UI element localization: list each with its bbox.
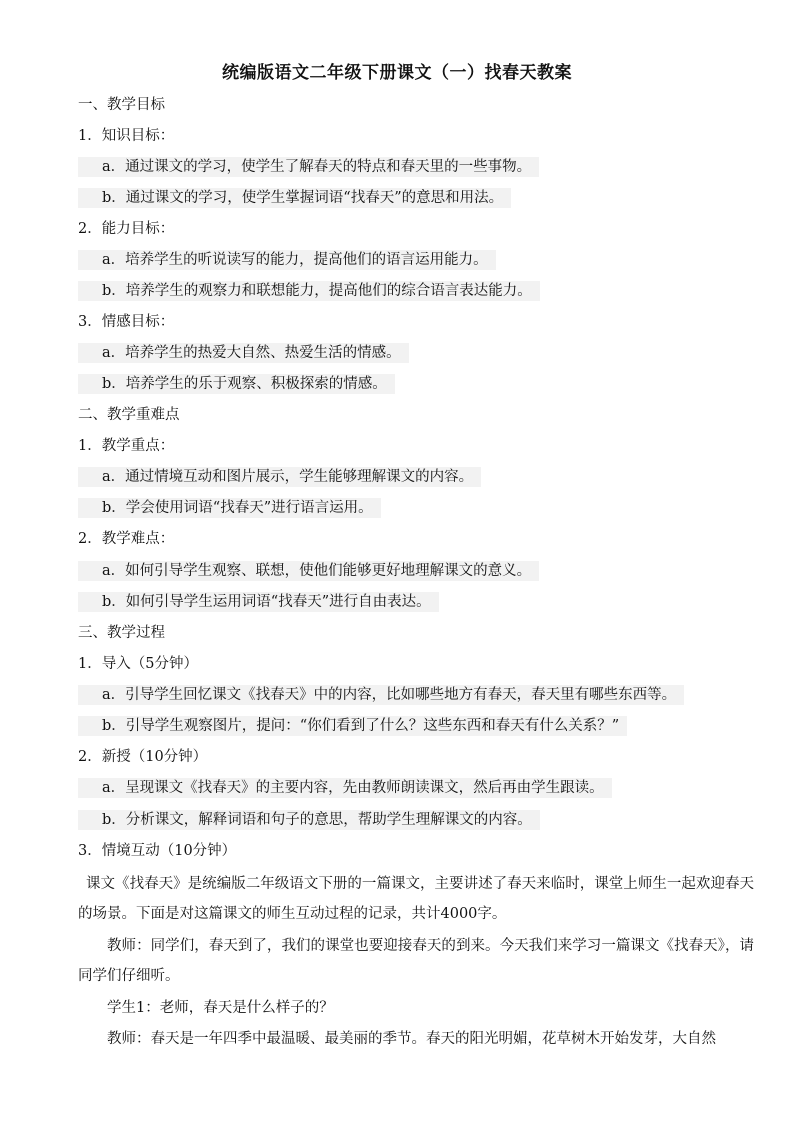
list-item: a．培养学生的听说读写的能力，提高他们的语言运用能力。 xyxy=(78,250,496,270)
list-item: b．引导学生观察图片，提问：“你们看到了什么？这些东西和春天有什么关系？” xyxy=(78,716,627,736)
list-item: b．培养学生的观察力和联想能力，提高他们的综合语言表达能力。 xyxy=(78,281,540,301)
document-title: 统编版语文二年级下册课文（一）找春天教案 xyxy=(222,63,572,83)
subheading-teaching-focus: 1．教学重点： xyxy=(78,438,175,454)
subheading-teaching-difficulty: 2．教学难点： xyxy=(78,531,175,547)
list-item: a．通过课文的学习，使学生了解春天的特点和春天里的一些事物。 xyxy=(78,157,539,177)
paragraph-teacher-1: 教师：同学们，春天到了，我们的课堂也要迎接春天的到来。今天我们来学习一篇课文《找春天》，请同学们仔细听。 xyxy=(78,938,754,984)
section-heading-teaching-process: 三、教学过程 xyxy=(78,625,165,641)
paragraph-teacher-2: 教师：春天是一年四季中最温暖、最美丽的季节。春天的阳光明媚，花草树木开始发芽，大自然 xyxy=(107,1031,716,1047)
subheading-emotion-goals: 3．情感目标： xyxy=(78,314,175,330)
list-item: a．呈现课文《找春天》的主要内容，先由教师朗读课文，然后再由学生跟读。 xyxy=(78,778,612,798)
list-item: b．如何引导学生运用词语“找春天”进行自由表达。 xyxy=(78,592,439,612)
section-heading-key-points: 二、教学重难点 xyxy=(78,407,180,423)
subheading-introduction: 1．导入（5分钟） xyxy=(78,656,198,672)
list-item: a．培养学生的热爱大自然、热爱生活的情感。 xyxy=(78,343,409,363)
list-item: b．通过课文的学习，使学生掌握词语“找春天”的意思和用法。 xyxy=(78,188,511,208)
subheading-ability-goals: 2．能力目标： xyxy=(78,221,175,237)
list-item: b．培养学生的乐于观察、积极探索的情感。 xyxy=(78,374,395,394)
section-heading-teaching-goals: 一、教学目标 xyxy=(78,97,165,113)
list-item: a．引导学生回忆课文《找春天》中的内容，比如哪些地方有春天，春天里有哪些东西等。 xyxy=(78,685,684,705)
list-item: b．学会使用词语“找春天”进行语言运用。 xyxy=(78,498,381,518)
list-item: a．通过情境互动和图片展示，学生能够理解课文的内容。 xyxy=(78,467,481,487)
subheading-knowledge-goals: 1．知识目标： xyxy=(78,128,175,144)
paragraph-intro: 课文《找春天》是统编版二年级语文下册的一篇课文，主要讲述了春天来临时，课堂上师生一起欢迎春天的场景。下面是对这篇课文的师生互动过程的记录，共计4000字。 xyxy=(78,876,754,922)
list-item: a．如何引导学生观察、联想，使他们能够更好地理解课文的意义。 xyxy=(78,561,539,581)
subheading-situational-interaction: 3．情境互动（10分钟） xyxy=(78,843,237,859)
subheading-new-lesson: 2．新授（10分钟） xyxy=(78,749,208,765)
list-item: b．分析课文，解释词语和句子的意思，帮助学生理解课文的内容。 xyxy=(78,810,540,830)
paragraph-student-1: 学生1：老师，春天是什么样子的？ xyxy=(107,1000,334,1016)
